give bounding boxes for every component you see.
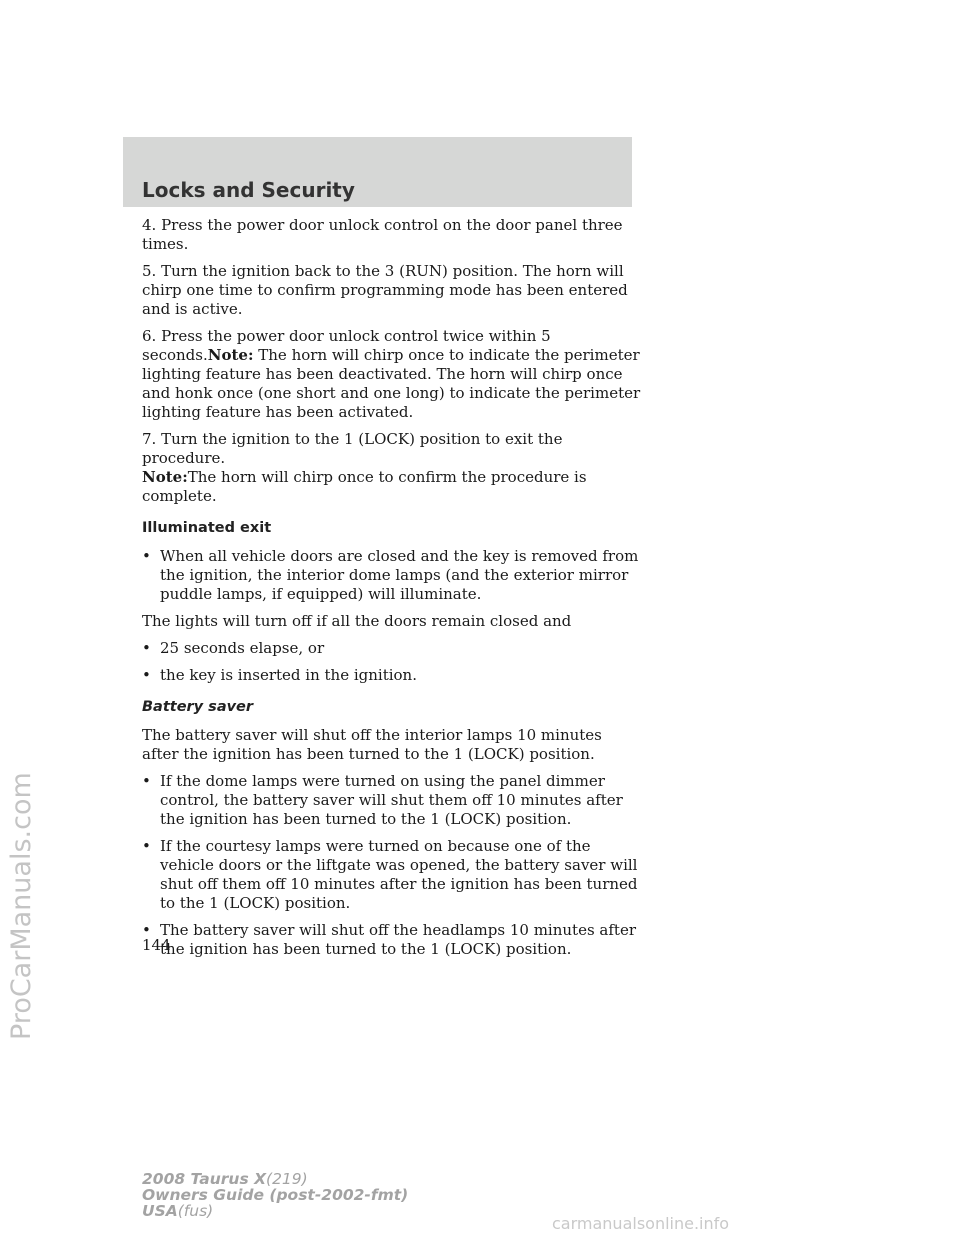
bullet-mark: •	[142, 772, 151, 790]
bullet-mark: •	[142, 639, 151, 657]
list-item-text: The battery saver will shut off the headlamps 10 minutes after the ignition has been turned to the 1 (LOCK) position.	[160, 921, 636, 958]
footer-market-code: (fus)	[177, 1202, 214, 1220]
footer-guide: Owners Guide (post-2002-fmt)	[142, 1186, 409, 1204]
step-6-text: 6. Press the power door unlock control twice within 5 seconds.	[142, 327, 551, 364]
list-item	[142, 921, 642, 959]
footer-metadata	[142, 1171, 408, 1219]
list-item-text: the key is inserted in the ignition.	[160, 666, 417, 684]
step-7-text: 7. Turn the ignition to the 1 (LOCK) position to exit the procedure.	[142, 430, 563, 467]
footer-model-code: (219)	[266, 1170, 308, 1188]
step-6-note-label: Note:	[207, 346, 254, 364]
list-item-text: 25 seconds elapse, or	[160, 639, 325, 657]
bullet-mark: •	[142, 547, 151, 565]
list-item	[142, 547, 642, 604]
page-content	[142, 216, 642, 967]
step-7-note-label: Note:	[142, 468, 188, 486]
list-item	[142, 772, 642, 829]
bullet-mark: •	[142, 837, 151, 855]
site-watermark: carmanualsonline.info	[552, 1214, 730, 1233]
list-item	[142, 639, 642, 658]
battery-saver-heading: Battery saver	[142, 699, 254, 715]
section-title: Locks and Security	[142, 178, 355, 202]
bullet-mark: •	[142, 921, 151, 939]
step-6	[142, 327, 642, 422]
bullet-mark: •	[142, 666, 151, 684]
step-7	[142, 430, 642, 506]
page-number: 144	[142, 936, 171, 954]
step-7-note: The horn will chirp once to confirm the procedure is complete.	[142, 468, 587, 505]
footer-market: USA	[142, 1202, 178, 1220]
battery-saver-intro: The battery saver will shut off the interior lamps 10 minutes after the ignition has been turned to the 1 (LOCK) position.	[142, 726, 602, 763]
watermark-text: ProCarManuals.com	[6, 772, 37, 1040]
footer-model: 2008 Taurus X	[142, 1170, 267, 1188]
list-item-text: If the dome lamps were turned on using the panel dimmer control, the battery saver will shut them off 10 minutes after the ignition has been turned to the 1 (LOCK) position.	[160, 772, 623, 828]
illuminated-exit-heading: Illuminated exit	[142, 520, 272, 536]
step-5: 5. Turn the ignition back to the 3 (RUN) position. The horn will chirp one time to confirm programming mode has been entered and is active.	[142, 262, 628, 318]
list-item	[142, 666, 642, 685]
illuminated-exit-intro: The lights will turn off if all the doors remain closed and	[142, 612, 572, 630]
list-item-text: If the courtesy lamps were turned on because one of the vehicle doors or the liftgate was opened, the battery saver will shut off them off 10 minutes after the ignition has been turned to the 1 (LOCK) position.	[160, 837, 638, 912]
step-6-note: The horn will chirp once to indicate the perimeter lighting feature has been deactivated. The horn will chirp once and honk once (one short and one long) to indicate the perimeter lighting feature has been activated.	[142, 346, 641, 421]
list-item	[142, 837, 642, 913]
list-item-text: When all vehicle doors are closed and the key is removed from the ignition, the interior dome lamps (and the exterior mirror puddle lamps, if equipped) will illuminate.	[160, 547, 639, 603]
step-4: 4. Press the power door unlock control on the door panel three times.	[142, 216, 623, 253]
